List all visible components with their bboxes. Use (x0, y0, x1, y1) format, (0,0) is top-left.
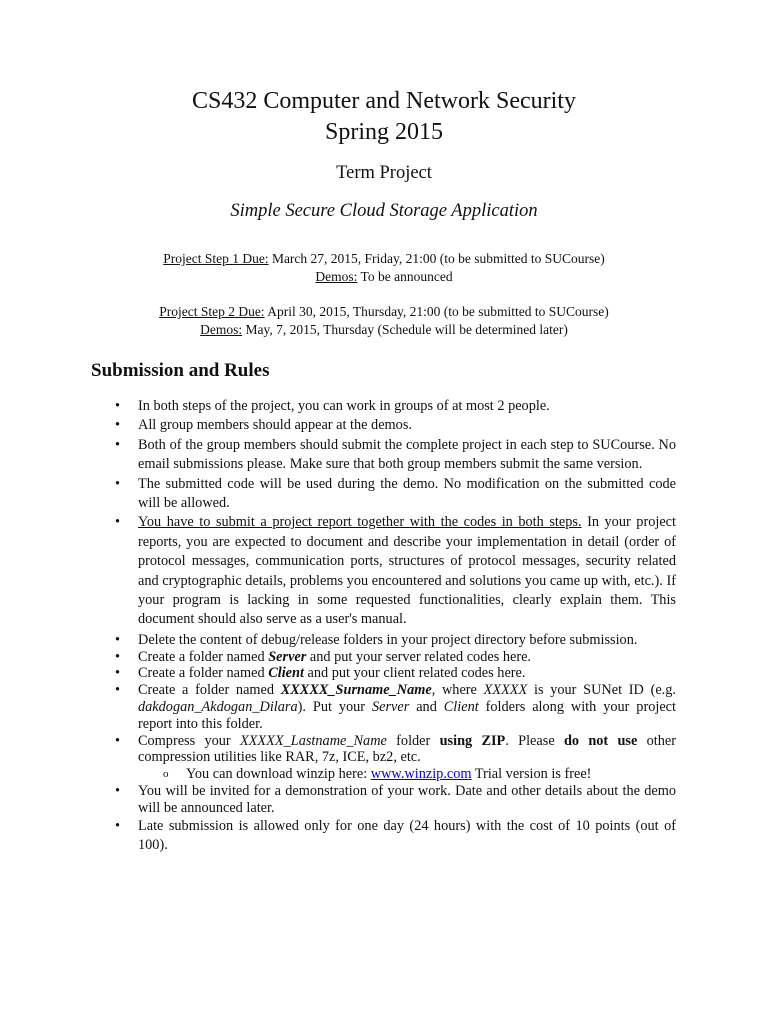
bullet-icon: • (115, 648, 121, 665)
winzip-link[interactable]: www.winzip.com (370, 766, 472, 783)
list-item: • Create a folder named XXXXX_Surname_Name, where XXXXX is your SUNet ID (e.g. dakdogan_Akdogan_Dilara). Put your Server and Client folders along with your project report into this folder. (115, 682, 676, 732)
list-item: • Delete the content of debug/release folders in your project directory before submission. (115, 631, 638, 648)
project-name: Simple Secure Cloud Storage Application (230, 201, 538, 221)
demos2-text: May, 7, 2015, Thursday (Schedule will be determined later) (242, 322, 568, 337)
step2-due-text: April 30, 2015, Thursday, 21:00 (to be submitted to SUCourse) (264, 304, 609, 319)
list-item: • Create a folder named Client and put your client related codes here. (115, 665, 526, 682)
list-item: • Compress your XXXXX_Lastname_Name folder using ZIP. Please do not use other compression utilities like RAR, 7z, ICE, bz2, etc. o You can download winzip here: www.winzip.com Trial version is free! (115, 732, 676, 783)
bullet-icon: • (115, 436, 121, 453)
list-item: • You have to submit a project report together with the codes in both steps. In your project reports, you are expected to document and describe your implementation in detail (order of protocol messages, communication ports, structures of protocol messages, security related and cryptographic details, problems you encountered and solutions you came up with, etc.). If your program is lacking in some requested functionalities, clearly explain them. This document should also serve as a user's manual. (115, 514, 676, 628)
demos1-text: To be announced (357, 269, 453, 284)
list-item: • You will be invited for a demonstration of your work. Date and other details about the demo will be announced later. (115, 783, 676, 816)
section-heading: Submission and Rules (91, 360, 270, 381)
list-item: • Both of the group members should submit the complete project in each step to SUCourse. No email submissions please. Make sure that both group members submit the same version. (115, 436, 676, 473)
step1-due-label: Project Step 1 Due: (163, 251, 269, 266)
bullet-icon: • (115, 783, 121, 800)
bullet-icon: • (115, 514, 121, 531)
bullet-icon: • (115, 732, 121, 749)
bullet-icon: • (115, 631, 121, 648)
bullet-icon: • (115, 665, 121, 682)
bullet-icon: • (115, 398, 121, 414)
step1-due-text: March 27, 2015, Friday, 21:00 (to be submitted to SUCourse) (268, 251, 605, 266)
demos1-line (0, 268, 768, 286)
step2-due-label: Project Step 2 Due: (159, 304, 265, 319)
demos2-line (0, 321, 768, 339)
list-item: • The submitted code will be used during the demo. No modification on the submitted code will be allowed. (115, 475, 676, 512)
sub-bullet-icon: o (163, 768, 169, 781)
document-type: Term Project (336, 163, 432, 183)
demos1-label: Demos: (315, 269, 358, 284)
course-term: Spring 2015 (324, 119, 443, 145)
list-item: • Late submission is allowed only for one day (24 hours) with the cost of 10 points (out of 100). (115, 817, 676, 854)
bullet-icon: • (115, 682, 121, 699)
report-requirement: You have to submit a project report together with the codes in both steps. (138, 514, 582, 531)
bullet-icon: • (115, 475, 121, 492)
bullet-icon: • (115, 417, 121, 434)
sub-list-item: o You can download winzip here: www.winzip.com Trial version is free! (163, 766, 592, 783)
bullet-icon: • (115, 817, 121, 834)
sub-list (138, 766, 676, 783)
course-title: CS432 Computer and Network Security (192, 88, 576, 114)
demos2-label: Demos: (200, 322, 243, 337)
step2-due-line (0, 303, 768, 321)
step1-due-line (0, 250, 768, 268)
list-item: • In both steps of the project, you can work in groups of at most 2 people. (0, 397, 676, 416)
rules-list (0, 397, 768, 855)
list-item: • Create a folder named Server and put your server related codes here. (115, 648, 532, 665)
list-item: • All group members should appear at the demos. (0, 416, 676, 435)
